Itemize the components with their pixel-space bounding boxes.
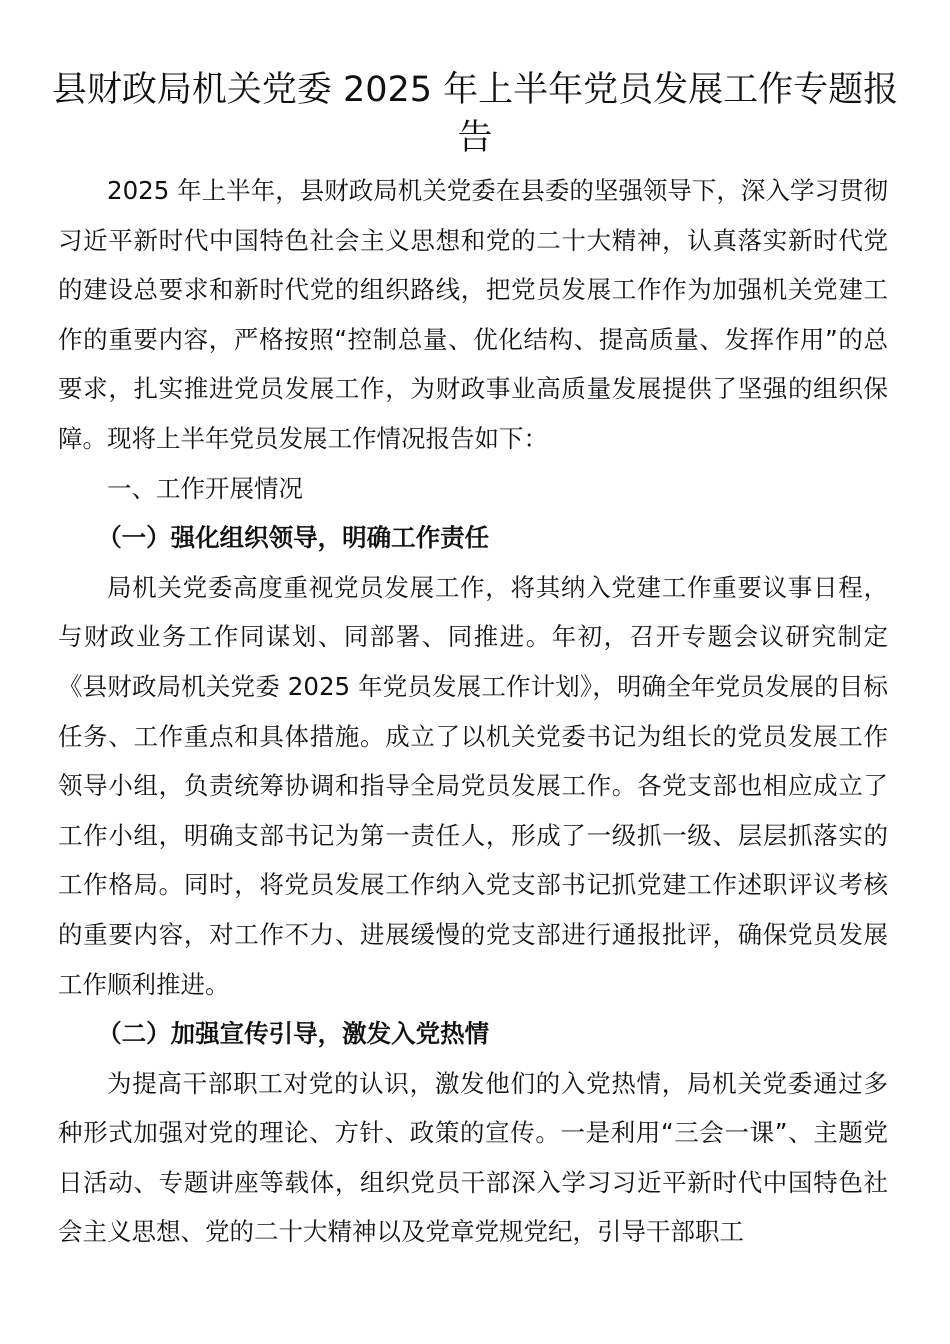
- section-heading-1: 一、工作开展情况: [107, 473, 303, 503]
- subsection-heading-2: （二）加强宣传引导，激发入党热情: [97, 1019, 490, 1049]
- document-body: [58, 166, 888, 1257]
- document-title: 县财政局机关党委 2025 年上半年党员发展工作专题报告: [51, 70, 899, 158]
- subsection-heading-1: （一）强化组织领导，明确工作责任: [97, 523, 490, 553]
- subsection-1-paragraph: 局机关党委高度重视党员发展工作，将其纳入党建工作重要议事日程，与财政业务工作同谋划、同部署、同推进。年初，召开专题会议研究制定《县财政局机关党委 2025 年党员发展工作计划》，明确全年党员发展的目标任务、工作重点和具体措施。成立了以机关党委书记为组长的党员发展工作领导小组，负责统筹协调和指导全局党员发展工作。各党支部也相应成立了工作小组，明确支部书记为第一责任人，形成了一级抓一级、层层抓落实的工作格局。同时，将党员发展工作纳入党支部书记抓党建工作述职评议考核的重要内容，对工作不力、进展缓慢的党支部进行通报批评，确保党员发展工作顺利推进。: [58, 572, 888, 999]
- intro-paragraph: 2025 年上半年，县财政局机关党委在县委的坚强领导下，深入学习贯彻习近平新时代中国特色社会主义思想和党的二十大精神，认真落实新时代党的建设总要求和新时代党的组织路线，把党员发展工作作为加强机关党建工作的重要内容，严格按照“控制总量、优化结构、提高质量、发挥作用”的总要求，扎实推进党员发展工作，为财政事业高质量发展提供了坚强的组织保障。现将上半年党员发展工作情况报告如下：: [58, 176, 888, 453]
- subsection-2-paragraph: 为提高干部职工对党的认识，激发他们的入党热情，局机关党委通过多种形式加强对党的理论、方针、政策的宣传。一是利用“三会一课”、主题党日活动、专题讲座等载体，组织党员干部深入学习习近平新时代中国特色社会主义思想、党的二十大精神以及党章党规党纪，引导干部职工: [58, 1068, 888, 1247]
